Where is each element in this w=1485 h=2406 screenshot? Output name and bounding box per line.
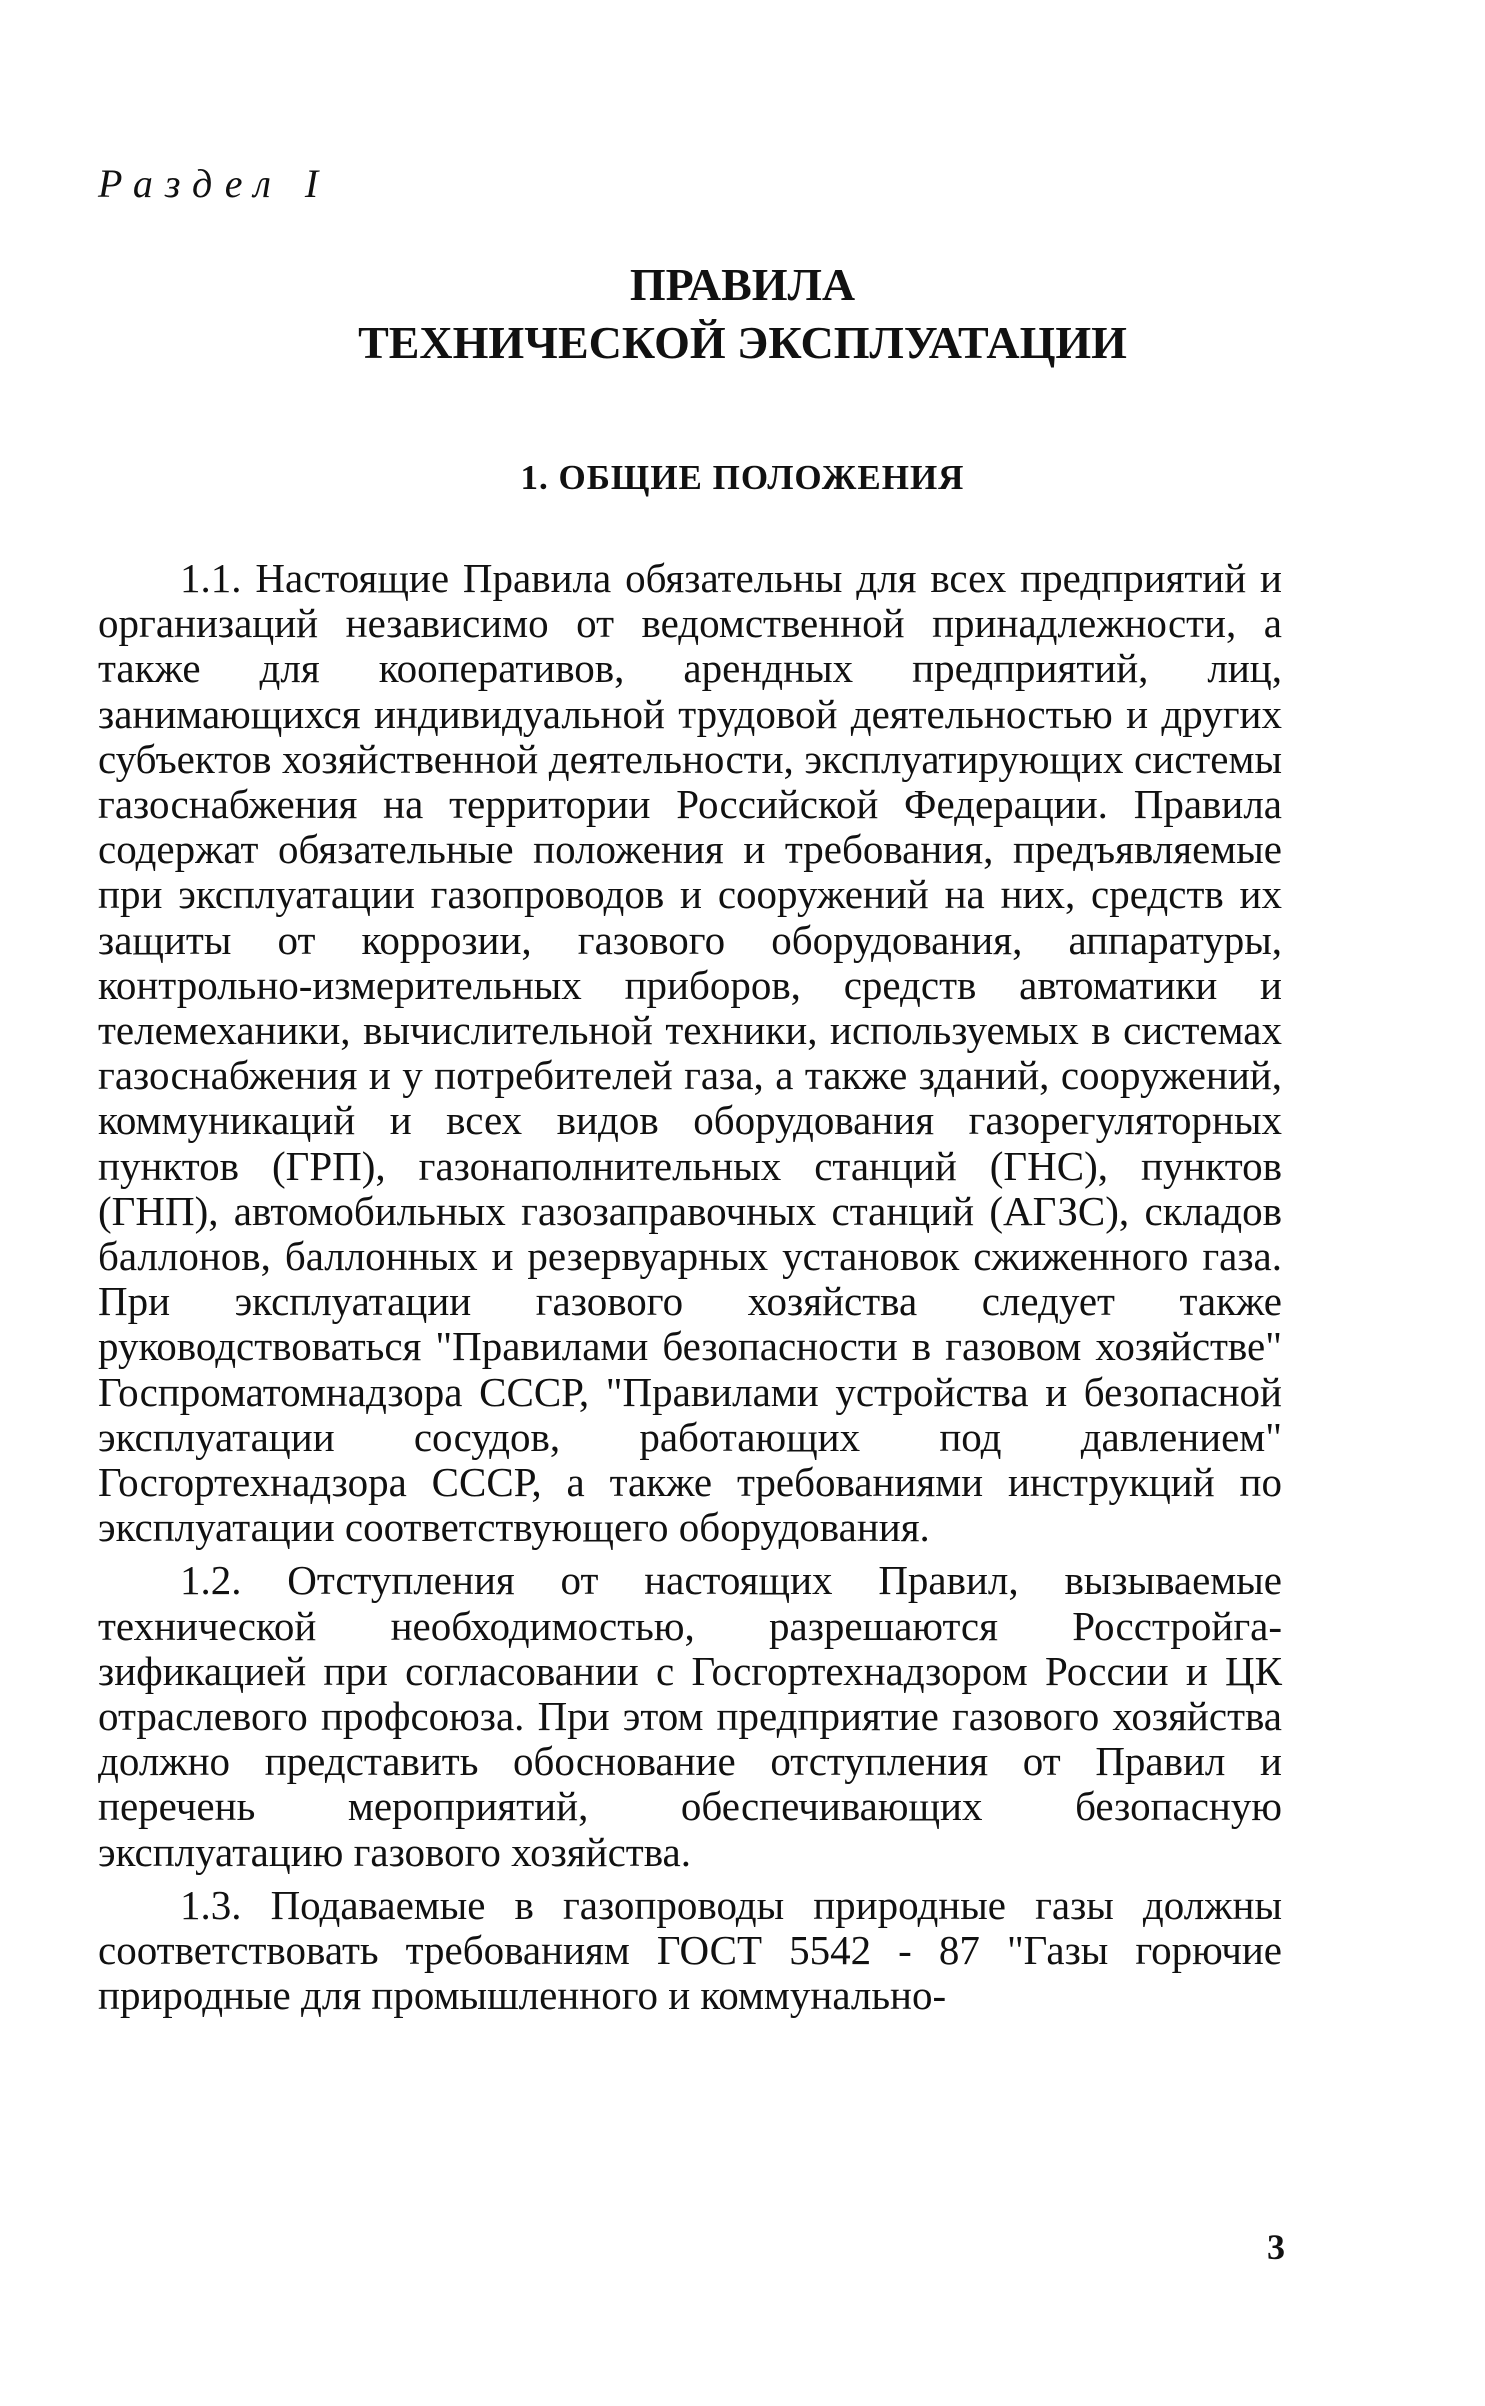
title-line-2: ТЕХНИЧЕСКОЙ ЭКСПЛУАТАЦИИ <box>358 317 1127 368</box>
paragraph-1-2: 1.2. Отступления от настоящих Правил, вызываемые технической необходимостью, разрешаются Росстройгазификацией при согласовании с Госгортехнадзором России и ЦК отраслевого профсоюза. При этом предприятие газового хозяйства должно представить обоснование отступления от Правил и перечень мероприятий, обеспечивающих безопасную эксплуатацию газового хозяйства. <box>98 1557 1282 1875</box>
chapter-heading: 1. ОБЩИЕ ПОЛОЖЕНИЯ <box>520 458 965 497</box>
paragraph-1-1: 1.1. Настоящие Правила обязательны для всех предприятий и организаций независимо от ведомственной принадлежности, а также для кооперативов, арендных предприятий, лиц, занимающихся индивидуальной трудовой деятельностью и других субъектов хозяйственной деятельности, эксплуатирующих системы газоснабжения на территории Российской Федерации. Правила содержат обязательные положения и требования, предъявляемые при эксплуатации газопроводов и сооружений на них, средств их защиты от коррозии, газового оборудования, аппаратуры, контрольно-измерительных приборов, средств автоматики и телемеханики, вычислительной техники, используемых в системах газоснабжения и у потребителей газа, а также зданий, сооружений, коммуникаций и всех видов оборудования газорегуляторных пунктов (ГРП), газонаполнительных станций (ГНС), пунктов (ГНП), автомобильных газозаправочных станций (АГЗС), складов баллонов, баллонных и резервуарных установок сжиженного газа. При эксплуатации газового хозяйства следует также руководствоваться "Правилами безопасности в газовом хозяйстве" Госпроматомнадзора СССР, "Правилами устройства и безопасной эксплуатации сосудов, работающих под давлением" Госгортехнадзора СССР, а также требованиями инструкций по эксплуатации соответствующего оборудования. <box>98 555 1282 1551</box>
paragraph-1-3: 1.3. Подаваемые в газопроводы природные газы должны соответствовать требованиям ГОСТ 5542 - 87 "Газы горючие природные для промышленного и коммунально- <box>98 1881 1282 2019</box>
title-line-1: ПРАВИЛА <box>629 259 856 310</box>
body-text <box>98 556 1282 2027</box>
section-label: Раздел I <box>98 161 331 206</box>
page-number: 3 <box>1267 2227 1285 2267</box>
document-title <box>0 256 1485 372</box>
